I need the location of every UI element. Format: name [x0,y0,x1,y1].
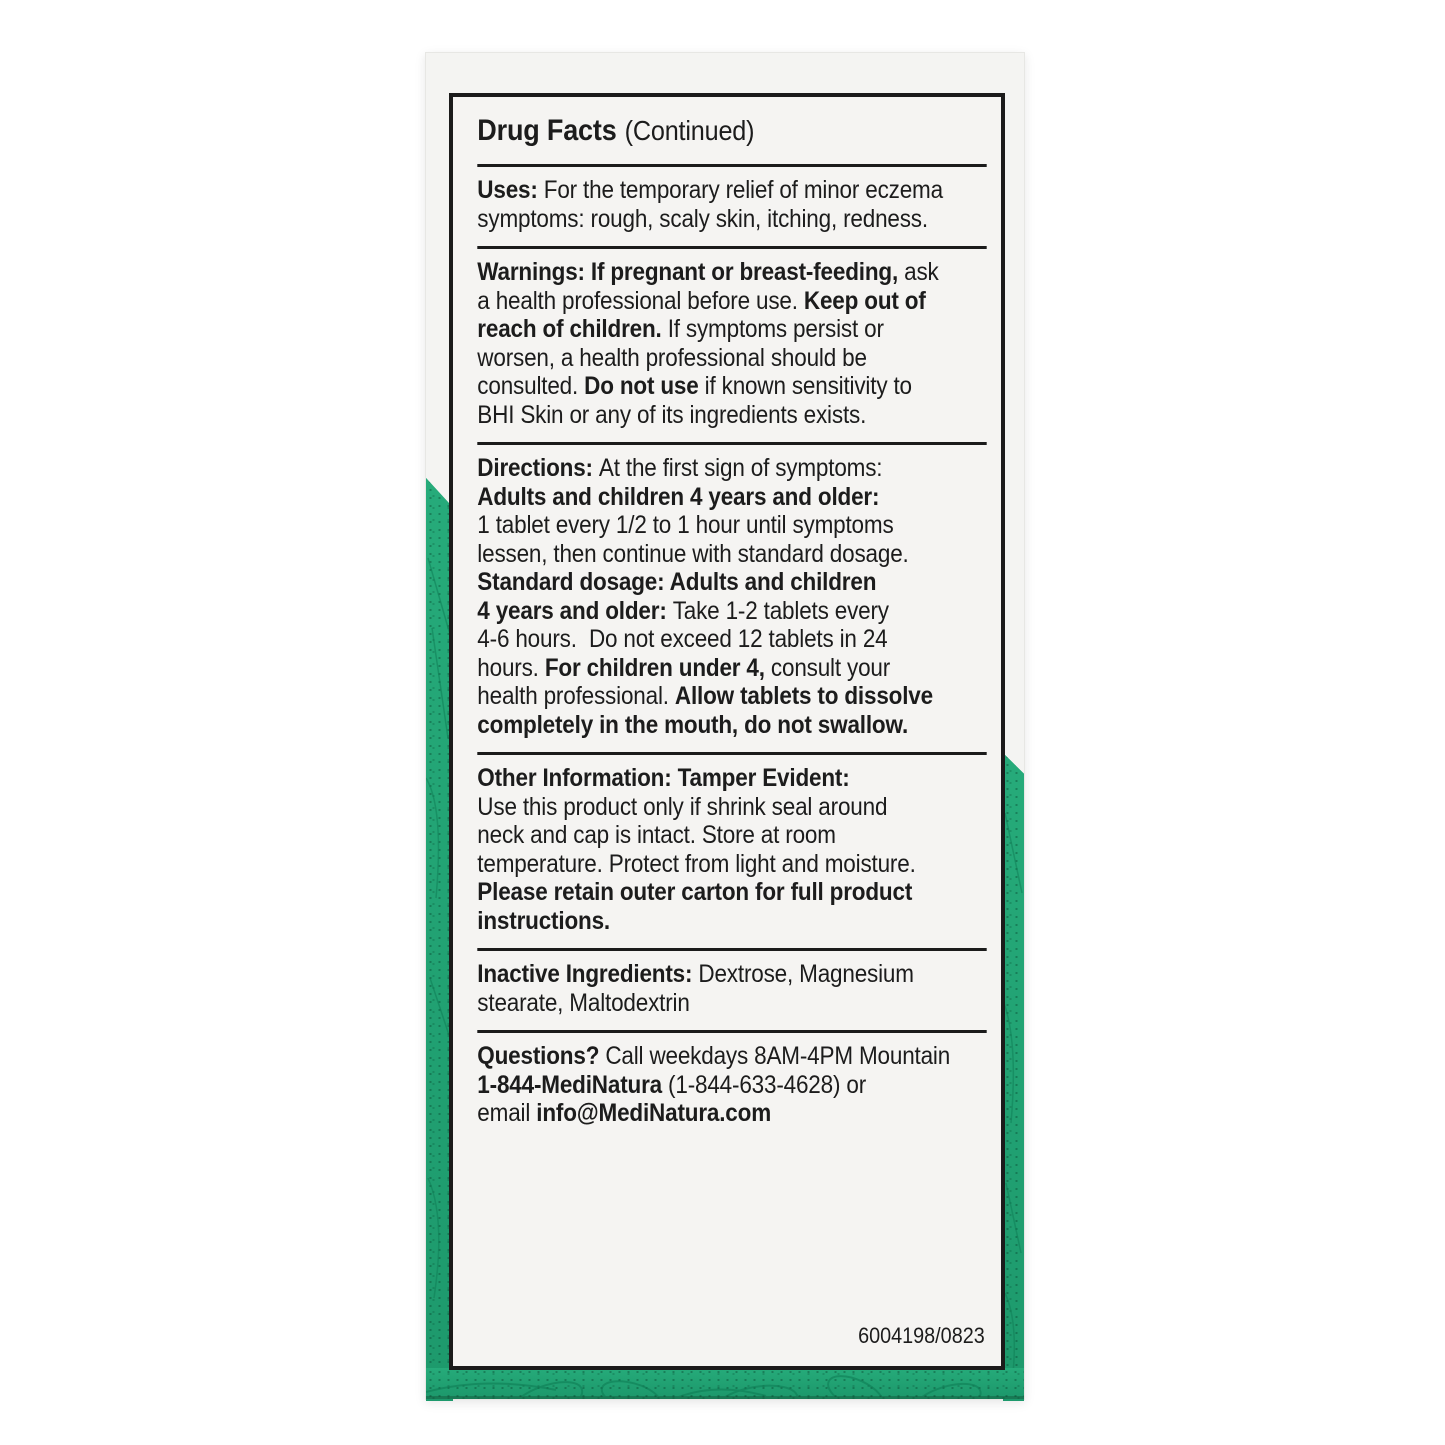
panel-title-continued: (Continued) [624,115,755,146]
box-green-bottom-band [426,1368,1024,1399]
section-warnings: Warnings: If pregnant or breast-feeding, ask a health professional before use. Keep out of reach of children. If symptoms persist or worsen, a health professional should be consulted. Do not use if known sensitivity to BHI Skin or any of its ingredients exists. [477,258,939,429]
section-uses: Uses: For the temporary relief of minor eczema symptoms: rough, scaly skin, itching, redness. [477,176,943,233]
panel-title [477,113,986,149]
lot-code: 6004198/0823 [858,1323,985,1348]
section-questions: Questions? Call weekdays 8AM-4PM Mountain 1-844-MediNatura (1-844-633-4628) or email info@MediNatura.com [477,1042,951,1127]
drug-facts-panel [449,93,1005,1370]
box-green-right-edge [1003,753,1024,1401]
panel-content [453,97,1001,1366]
panel-title-bold: Drug Facts [477,114,617,147]
flower-pattern-icon [426,1368,1024,1399]
leaf-texture-icon [1003,753,1024,1401]
section-directions: Directions: At the first sign of symptoms: Adults and children 4 years and older: 1 tablet every 1/2 to 1 hour until symptoms lessen, then continue with standard dosage. Standard dosage: Adults and children 4 years and older: Take 1-2 tablets every 4-6 hours. Do not exceed 12 tablets in 24 hours. For children under 4, consult your health professional. Allow tablets to dissolve completely in the mouth, do not swallow. [477,454,933,739]
section-other-information: Other Information: Tamper Evident: Use this product only if shrink seal around neck and cap is intact. Store at room temperature. Protect from light and moisture. Please retain outer carton for full product instructions. [477,764,916,935]
section-inactive-ingredients: Inactive Ingredients: Dextrose, Magnesium stearate, Maltodextrin [477,960,914,1017]
product-box [425,52,1025,1400]
